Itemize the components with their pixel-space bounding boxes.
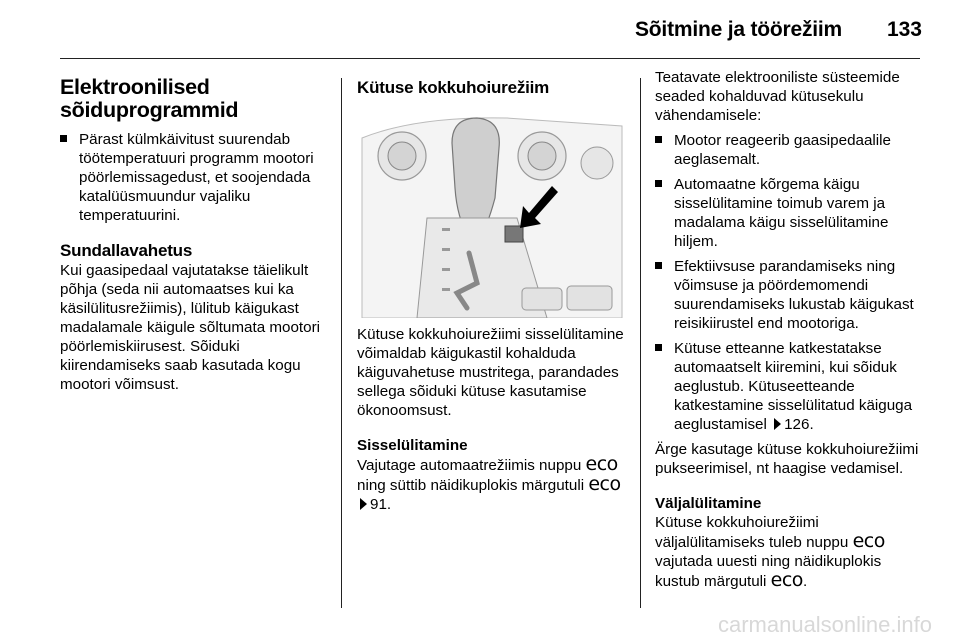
- bullet-list: [655, 131, 925, 434]
- bullet-icon: [655, 262, 662, 269]
- list-item: Mootor reageerib gaasipedaalile aeglasemalt.: [655, 131, 925, 169]
- list-item: Pärast külmkäivitust suurendab töötemperatuuri programm mootori pöörlemissagedust, et soojendada katalüüsmuundur vajaliku temperatuurini.: [60, 130, 330, 225]
- eco-icon: eco: [588, 473, 621, 495]
- subheading-activation: Sisselülitamine: [357, 437, 468, 454]
- bullet-list: [60, 130, 330, 225]
- column-divider-2: [640, 78, 641, 608]
- chapter-title: Sõitmine ja töörežiim: [635, 18, 842, 41]
- list-item: Automaatne kõrgema käigu sisselülitamine toimub varem ja madalama käigu sisselülitamine hiljem.: [655, 175, 925, 251]
- section-title-electronic-programs: Elektroonilised sõiduprogrammid: [60, 75, 239, 122]
- section-title-eco-mode: Kütuse kokkuhoiurežiim: [357, 78, 550, 97]
- header-divider: [60, 58, 920, 59]
- page-reference-icon: [360, 498, 367, 510]
- eco-intro-paragraph: Kütuse kokkuhoiurežiimi sisselülitamine võimaldab käigukastil kohalduda käiguvahetuse mustritega, parandades sellega sõiduki kütuse kasutamise ökonoomsust.: [357, 326, 624, 419]
- bullet-icon: [655, 344, 662, 351]
- kickdown-paragraph: Kui gaasipedaal vajutatakse täielikult põhja (seda nii automaatses kui ka käsilülitusrežiimis), lülitub käigukast madalamale käigule sõltumata mootori pöörlemiskiirusest. Sõiduki kiirendamiseks saab kasutada kogu mootori võimsust.: [60, 262, 321, 393]
- page-header: [0, 0, 960, 60]
- watermark: carmanualsonline.info: [717, 612, 932, 637]
- column-3: [655, 68, 925, 591]
- eco-icon: eco: [585, 453, 618, 475]
- page-reference-icon: [774, 418, 781, 430]
- settings-intro-paragraph: Teatavate elektrooniliste süsteemide seaded kohalduvad kütusekulu vähendamisele:: [655, 69, 900, 124]
- bullet-icon: [655, 136, 662, 143]
- deactivation-paragraph: Kütuse kokkuhoiurežiimi väljalülitamiseks tuleb nuppu eco vajutada uuesti ning näidikuplokis kustub märgutuli eco.: [655, 514, 885, 591]
- bullet-icon: [655, 180, 662, 187]
- subheading-deactivation: Väljalülitamine: [655, 495, 762, 512]
- list-item: Kütuse etteanne katkestatakse automaatselt kiiremini, kui sõiduk aeglustub. Kütuseetteande katkestamine sisselülitatud käiguga aeglustamisel 126.: [655, 339, 925, 434]
- eco-icon: eco: [852, 530, 885, 552]
- column-divider-1: [341, 78, 342, 608]
- bullet-icon: [60, 135, 67, 142]
- eco-icon: eco: [770, 569, 803, 591]
- towing-note-paragraph: Ärge kasutage kütuse kokkuhoiurežiimi pukseerimisel, nt haagise vedamisel.: [655, 441, 919, 477]
- column-1: [60, 68, 330, 394]
- list-item: Efektiivsuse parandamiseks ning võimsuse ja pöördemomendi suurendamiseks lukustab käigukast reisikiirustel end mootoriga.: [655, 257, 925, 333]
- activation-paragraph: Vajutage automaatrežiimis nuppu eco ning süttib näidikuplokis märgutuli eco 91.: [357, 453, 621, 513]
- page-number: 133: [886, 18, 922, 41]
- section-title-kickdown: Sundallavahetus: [60, 241, 193, 260]
- gear-selector-illustration: [357, 108, 627, 318]
